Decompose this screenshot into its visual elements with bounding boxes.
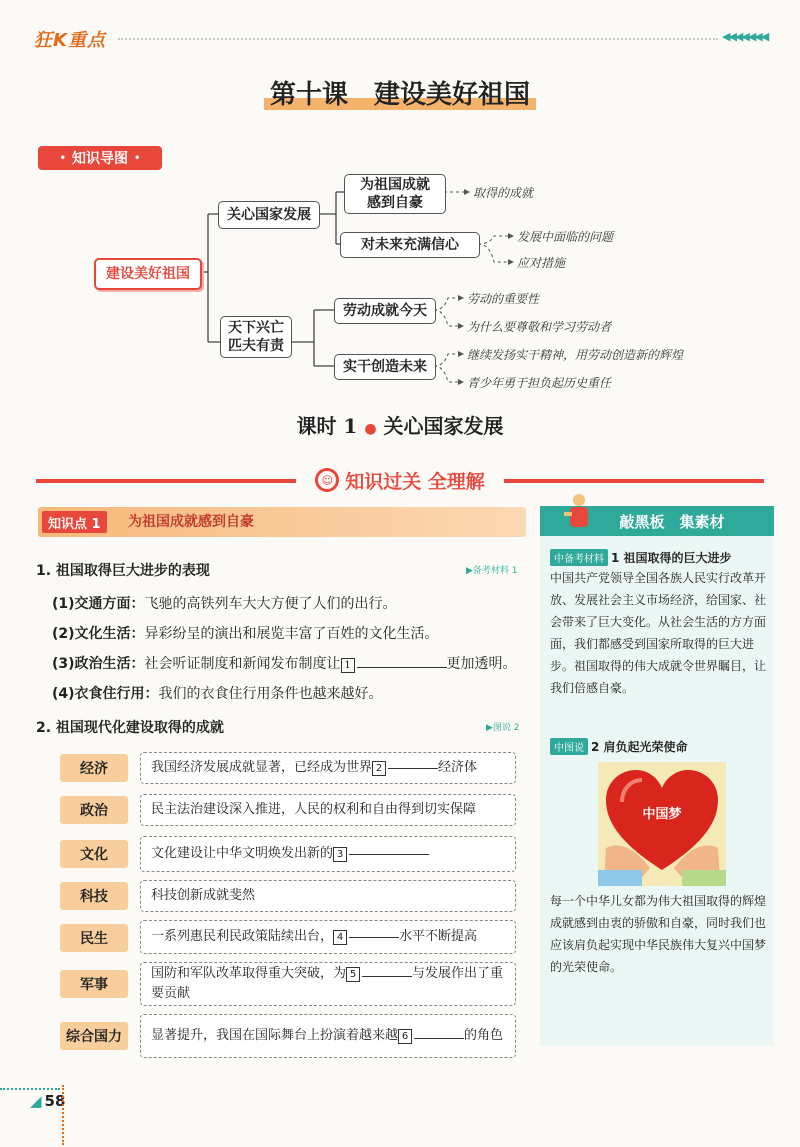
knowledge-point-title: 为祖国成就感到自豪 — [128, 514, 254, 530]
mindmap-root: 建设美好祖国 — [94, 258, 202, 290]
table-row: 民主法治建设深入推进，人民的权利和自由得到切实保障 — [140, 794, 516, 826]
part2-heading: 2. 祖国现代化建设取得的成就 — [36, 720, 224, 736]
part2-ref: ▶图说 2 — [486, 723, 520, 733]
list-item: (3)政治生活：社会听证制度和新闻发布制度让 1 更加透明。 — [52, 656, 517, 672]
table-row: 文化建设让中华文明焕发出新的 3 — [140, 836, 516, 872]
heart-text: 中国梦 — [642, 807, 682, 822]
heart-illustration — [598, 762, 726, 886]
mindmap-node-pride: 为祖国成就 感到自豪 — [344, 174, 446, 214]
part1-heading: 1. 祖国取得巨大进步的表现 — [36, 563, 210, 579]
lesson-title: 课时 1 ● 关心国家发展 — [296, 414, 504, 438]
list-item: (1)交通方面：飞驰的高铁列车大大方便了人们的出行。 — [52, 596, 397, 612]
list-item: (4)衣食住行用：我们的衣食住行用条件也越来越好。 — [52, 686, 383, 702]
mindmap-note: 取得的成就 — [473, 186, 534, 200]
mindmap-node-labor: 劳动成就今天 — [334, 298, 436, 324]
mindmap-note: 为什么要尊敬和学习劳动者 — [467, 320, 612, 334]
table-row: 显著提升，我国在国际舞台上扮演着越来越 6 的角色 — [140, 1014, 516, 1058]
part1-ref: ▶备考材料 1 — [466, 566, 518, 576]
row-label: 经济 — [60, 754, 128, 782]
sidebar-paragraph: 中国共产党领导全国各族人民实行改革开放、发展社会主义市场经济，给国家、社会带来了巨大变化。从社会生活的方方面面，我们都感受到国家所取得的巨大进步。祖国取得的伟大成就令世界瞩目，让我们倍感自豪。 — [550, 571, 767, 695]
mindmap-note: 应对措施 — [517, 256, 566, 270]
row-label: 军事 — [60, 970, 128, 998]
sidebar-subheading: 中图说 2 肩负起光荣使命 — [550, 738, 688, 755]
page-number: ◢ 58 — [30, 1092, 66, 1110]
page-icon: ◢ — [30, 1092, 42, 1110]
footer-vline — [62, 1085, 64, 1145]
mindmap-note: 发展中面临的问题 — [517, 230, 614, 244]
table-row: 科技创新成就斐然 — [140, 880, 516, 912]
table-row: 国防和军队改革取得重大突破，为 5 与发展作出了重要贡献 — [140, 962, 516, 1006]
list-item: (2)文化生活：异彩纷呈的演出和展览丰富了百姓的文化生活。 — [52, 626, 439, 642]
sidebar-paragraph: 每一个中华儿女都为伟大祖国取得的辉煌成就感到由衷的骄傲和自豪，同时我们也应该肩负起实现中华民族伟大复兴中国梦的光荣使命。 — [550, 894, 767, 974]
footer-divider — [0, 1088, 60, 1090]
row-label: 综合国力 — [60, 1022, 128, 1050]
section-title: ☺ 知识过关 全理解 — [296, 462, 504, 498]
table-row: 一系列惠民利民政策陆续出台， 4 水平不断提高 — [140, 920, 516, 954]
row-label: 政治 — [60, 796, 128, 824]
mindmap-branch-1: 关心国家发展 — [218, 201, 320, 229]
row-label: 科技 — [60, 882, 128, 910]
mindmap-note: 青少年勇于担负起历史重任 — [467, 376, 612, 390]
mindmap-note: 继续发扬实干精神，用劳动创造新的辉煌 — [467, 348, 684, 362]
mindmap-note: 劳动的重要性 — [467, 292, 540, 306]
sidebar-header: 敲黑板 集素材 — [540, 506, 774, 536]
spiral-icon: ☺ — [315, 468, 339, 492]
row-label: 文化 — [60, 840, 128, 868]
knowledge-point-bar — [38, 507, 526, 537]
teacher-icon — [562, 492, 596, 532]
mindmap-node-practice: 实干创造未来 — [334, 354, 436, 380]
table-row: 我国经济发展成就显著，已经成为世界 2 经济体 — [140, 752, 516, 784]
header-arrows: ◀◀◀◀◀◀◀ — [722, 30, 768, 43]
sidebar-subheading: 中备考材料 1 祖国取得的巨大进步 — [550, 549, 732, 566]
row-label: 民生 — [60, 924, 128, 952]
knowledge-point-tag: 知识点 1 — [42, 511, 107, 533]
mindmap-node-confidence: 对未来充满信心 — [340, 232, 480, 258]
mindmap-tag: • 知识导图 • — [38, 146, 162, 170]
mindmap-branch-2: 天下兴亡 匹夫有责 — [220, 316, 292, 358]
page-title: 第十课 建设美好祖国 — [0, 74, 800, 111]
brand-logo: 狂K重点 — [34, 30, 106, 51]
